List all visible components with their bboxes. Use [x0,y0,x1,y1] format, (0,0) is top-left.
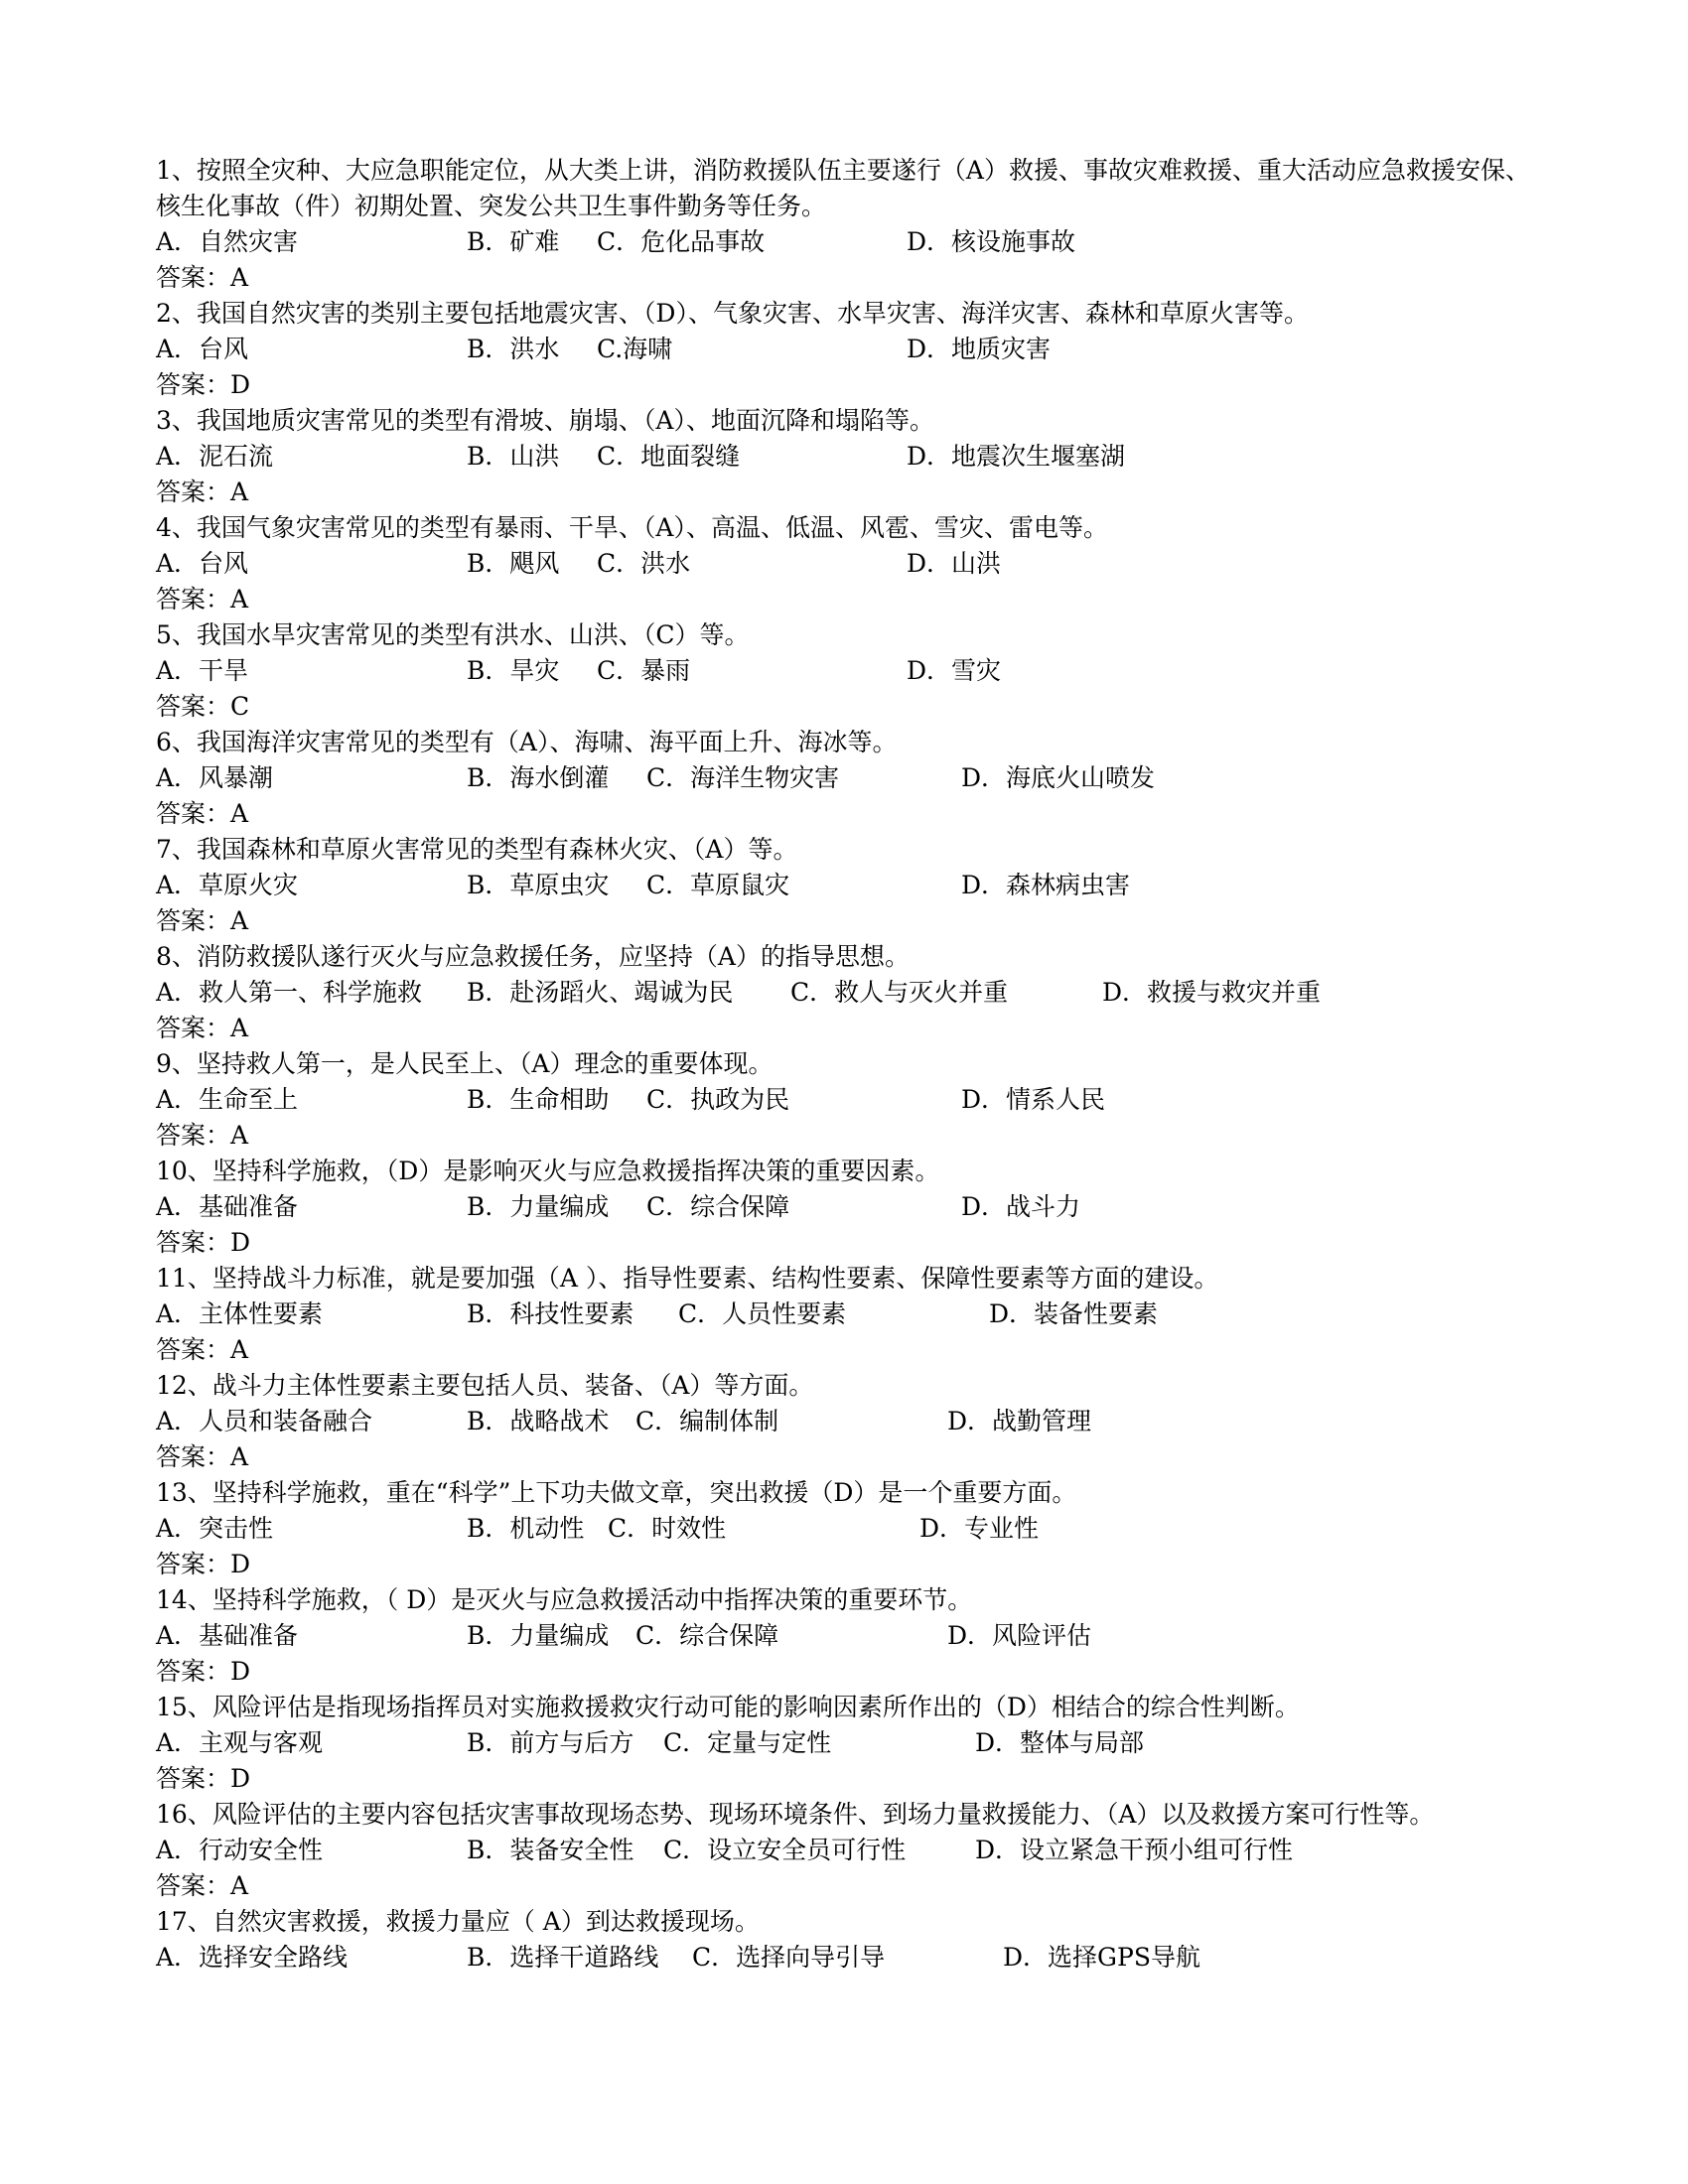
options-row [156,975,1546,1011]
option-b: B．力量编成 [467,1621,610,1650]
answer-text: 答案：D [156,1550,251,1578]
option-a: A．台风 [156,335,249,363]
options-row [156,1725,1546,1761]
option-b: B．赴汤蹈火、竭诚为民 [467,978,734,1007]
option-d: D．雪灾 [907,656,1002,685]
answer-text: 答案：D [156,1657,251,1686]
option-d: D．地质灾害 [907,335,1052,363]
option-c: C．海洋生物灾害 [646,763,840,792]
question-item [156,403,1546,510]
option-a: A．台风 [156,549,249,578]
option-d: D．战勤管理 [947,1407,1092,1435]
option-d: D．风险评估 [947,1621,1092,1650]
option-a: A．人员和装备融合 [156,1407,373,1435]
question-text: 11、坚持战斗力标准，就是要加强（A ）、指导性要素、结构性要素、保障性要素等方面的建设。 [156,1264,1219,1293]
option-a: A．风暴潮 [156,763,274,792]
answer-text: 答案：A [156,1442,249,1471]
option-d: D．整体与局部 [975,1728,1145,1757]
option-a: A．行动安全性 [156,1836,324,1864]
option-b: B．旱灾 [467,656,560,685]
option-d: D．救援与救灾并重 [1102,978,1322,1007]
answer-text: 答案：A [156,1871,249,1900]
options-row [156,439,1546,475]
option-c: C．救人与灭火并重 [790,978,1009,1007]
options-row [156,1833,1546,1868]
question-text: 6、我国海洋灾害常见的类型有（A）、海啸、海平面上升、海冰等。 [156,728,898,756]
options-row [156,546,1546,582]
options-row [156,760,1546,796]
options-row [156,1404,1546,1439]
answer-text: 答案：A [156,263,249,292]
question-text: 10、坚持科学施救，（D）是影响灭火与应急救援指挥决策的重要因素。 [156,1157,940,1185]
question-item [156,153,1546,296]
option-d: D．情系人民 [961,1085,1106,1114]
option-c: C．人员性要素 [678,1299,847,1328]
question-item [156,1904,1546,1976]
options-row [156,653,1546,689]
question-text: 16、风险评估的主要内容包括灾害事故现场态势、现场环境条件、到场力量救援能力、（A）以及救援方案可行性等。 [156,1800,1435,1829]
option-d: D．森林病虫害 [961,871,1131,899]
option-a: A．生命至上 [156,1085,299,1114]
option-a: A．主观与客观 [156,1728,324,1757]
option-d: D．设立紧急干预小组可行性 [975,1836,1294,1864]
question-item [156,1582,1546,1690]
option-b: B．草原虫灾 [467,871,610,899]
option-b: B．机动性 [467,1514,585,1543]
options-row [156,1618,1546,1654]
answer-text: 答案：A [156,1121,249,1150]
question-text: 8、消防救援队遂行灭火与应急救援任务，应坚持（A）的指导思想。 [156,942,910,971]
answer-text: 答案：C [156,692,250,721]
options-row [156,1511,1546,1547]
answer-text: 答案：D [156,370,251,399]
question-text: 7、我国森林和草原火害常见的类型有森林火灾、（A）等。 [156,835,798,864]
question-item [156,1154,1546,1261]
option-b: B．飓风 [467,549,560,578]
question-text: 4、我国气象灾害常见的类型有暴雨、干旱、（A）、高温、低温、风雹、雪灾、雷电等。 [156,513,1108,542]
option-a: A．选择安全路线 [156,1943,349,1972]
question-text: 14、坚持科学施救，（ D）是灭火与应急救援活动中指挥决策的重要环节。 [156,1585,973,1614]
question-item [156,617,1546,725]
option-c: C．危化品事故 [597,227,766,256]
question-item [156,939,1546,1046]
answer-text: 答案：A [156,906,249,935]
option-b: B．洪水 [467,335,560,363]
answer-text: 答案：D [156,1764,251,1793]
question-text: 13、坚持科学施救，重在“科学”上下功夫做文章，突出救援（D）是一个重要方面。 [156,1478,1077,1507]
option-c: C．编制体制 [635,1407,779,1435]
option-b: B．战略战术 [467,1407,610,1435]
question-text: 1、按照全灾种、大应急职能定位，从大类上讲，消防救援队伍主要遂行（A）救援、事故灾难救援、重大活动应急救援安保、核生化事故（件）初期处置、突发公共卫生事件勤务等任务。 [156,156,1530,220]
option-a: A．突击性 [156,1514,274,1543]
option-d: D．地震次生堰塞湖 [907,442,1126,471]
option-d: D．战斗力 [961,1192,1081,1221]
question-item [156,1797,1546,1904]
question-text: 3、我国地质灾害常见的类型有滑坡、崩塌、（A）、地面沉降和塌陷等。 [156,406,934,435]
option-b: B．海水倒灌 [467,763,610,792]
option-c: C．设立安全员可行性 [663,1836,907,1864]
question-item [156,725,1546,832]
option-d: D．海底火山喷发 [961,763,1156,792]
option-c: C．洪水 [597,549,691,578]
options-row [156,868,1546,903]
question-item [156,832,1546,939]
options-row [156,224,1546,260]
option-b: B．山洪 [467,442,560,471]
option-a: A．草原火灾 [156,871,299,899]
question-list [156,153,1546,1976]
option-b: B．矿难 [467,227,560,256]
answer-text: 答案：A [156,799,249,828]
option-d: D．山洪 [907,549,1002,578]
option-b: B．选择干道路线 [467,1943,659,1972]
question-text: 17、自然灾害救援，救援力量应（ A）到达救援现场。 [156,1907,760,1936]
options-row [156,1940,1546,1976]
option-a: A．泥石流 [156,442,274,471]
question-item [156,510,1546,617]
option-b: B．力量编成 [467,1192,610,1221]
option-a: A．自然灾害 [156,227,299,256]
option-c: C．执政为民 [646,1085,790,1114]
answer-text: 答案：A [156,1014,249,1042]
option-c: C．地面裂缝 [597,442,741,471]
question-item [156,1261,1546,1368]
option-c: C．暴雨 [597,656,691,685]
options-row [156,1082,1546,1118]
option-d: D．核设施事故 [907,227,1076,256]
question-text: 5、我国水旱灾害常见的类型有洪水、山洪、（C）等。 [156,620,750,649]
option-a: A．干旱 [156,656,249,685]
question-text: 15、风险评估是指现场指挥员对实施救援救灾行动可能的影响因素所作出的（D）相结合的综合性判断。 [156,1693,1300,1721]
option-c: C．选择向导引导 [692,1943,886,1972]
question-text: 12、战斗力主体性要素主要包括人员、装备、（A）等方面。 [156,1371,814,1400]
question-item [156,1475,1546,1582]
question-item [156,1046,1546,1154]
option-d: D．装备性要素 [989,1299,1159,1328]
option-b: B．装备安全性 [467,1836,634,1864]
question-text: 2、我国自然灾害的类别主要包括地震灾害、（D）、气象灾害、水旱灾害、海洋灾害、森林和草原火害等。 [156,299,1309,328]
answer-text: 答案：A [156,1335,249,1364]
option-a: A．基础准备 [156,1192,299,1221]
answer-text: 答案：D [156,1228,251,1257]
question-item [156,1690,1546,1797]
options-row [156,1189,1546,1225]
option-b: B．前方与后方 [467,1728,634,1757]
option-a: A．基础准备 [156,1621,299,1650]
options-row [156,332,1546,367]
answer-text: 答案：A [156,478,249,506]
option-b: B．科技性要素 [467,1299,634,1328]
option-c: C．草原鼠灾 [646,871,790,899]
answer-text: 答案：A [156,585,249,614]
option-c: C．综合保障 [635,1621,779,1650]
option-d: D．专业性 [919,1514,1040,1543]
question-item [156,296,1546,403]
option-c: C．定量与定性 [663,1728,832,1757]
option-c: C．综合保障 [646,1192,790,1221]
option-c: C．时效性 [608,1514,727,1543]
option-b: B．生命相助 [467,1085,610,1114]
question-item [156,1368,1546,1475]
option-a: A．救人第一、科学施救 [156,978,423,1007]
option-d: D．选择GPS导航 [1003,1943,1200,1972]
option-c: C.海啸 [597,335,673,363]
option-a: A．主体性要素 [156,1299,324,1328]
question-text: 9、坚持救人第一，是人民至上、（A）理念的重要体现。 [156,1049,774,1078]
options-row [156,1297,1546,1332]
